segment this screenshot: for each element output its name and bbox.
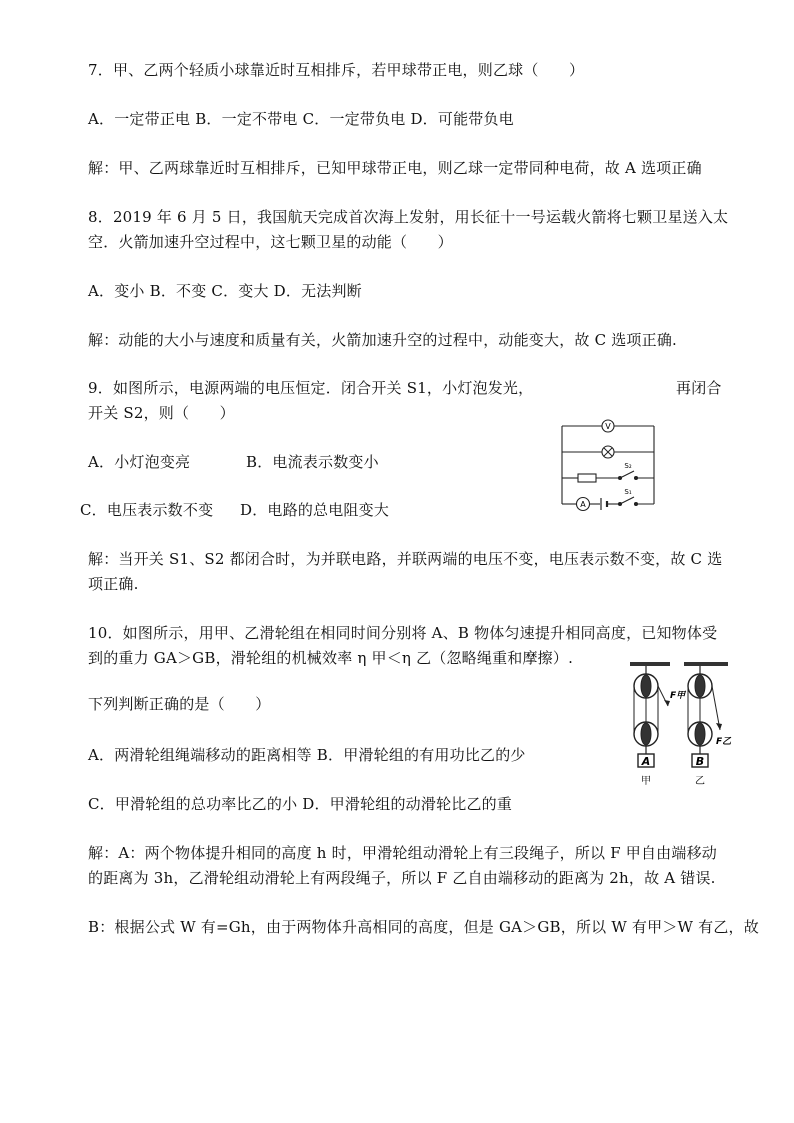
switch-s2-label: S₂ <box>624 462 632 470</box>
q9-answer-line1: 解：当开关 S1、S2 都闭合时，为并联电路，并联两端的电压不变，电压表示数不变，故 C 选 <box>88 550 723 568</box>
resistor-icon <box>578 474 596 482</box>
q7-options: A．一定带正电 B．一定不带电 C．一定带负电 D．可能带负电 <box>88 110 514 128</box>
q9-stem-line1a: 9．如图所示，电源两端的电压恒定．闭合开关 S1，小灯泡发光， <box>88 379 534 397</box>
q8-stem-line1: 8．2019 年 6 月 5 日，我国航天完成首次海上发射，用长征十一号运载火箭将七颗卫星送入太 <box>88 208 729 226</box>
q9-stem-line2: 开关 S2，则（ ） <box>88 404 235 422</box>
q8-answer: 解：动能的大小与速度和质量有关，火箭加速升空的过程中，动能变大，故 C 选项正确. <box>88 331 677 349</box>
q8-options: A．变小 B．不变 C．变大 D．无法判断 <box>88 282 362 300</box>
switch-s2-icon <box>619 471 638 480</box>
q10-answer-a-line2: 的距离为 3h，乙滑轮组动滑轮上有两段绳子，所以 F 乙自由端移动的距离为 2h，故 A 错误. <box>88 869 716 887</box>
q9-option-b: B．电流表示数变小 <box>246 453 379 471</box>
q9-option-c: C．电压表示数不变 <box>80 501 214 519</box>
q9-answer-line2: 项正确. <box>88 575 139 593</box>
q10-stem-line3: 下列判断正确的是（ ） <box>88 695 271 713</box>
pulley-diagram <box>624 660 740 790</box>
caption-yi: 乙 <box>695 776 705 787</box>
q10-options-line1: A．两滑轮组绳端移动的距离相等 B．甲滑轮组的有用功比乙的少 <box>88 746 526 764</box>
pulley-system-jia <box>634 666 668 754</box>
ammeter-label: A <box>580 500 586 509</box>
circuit-diagram <box>556 418 660 514</box>
q7-answer: 解：甲、乙两球靠近时互相排斥，已知甲球带正电，则乙球一定带同种电荷，故 A 选项正确 <box>88 159 702 177</box>
battery-icon <box>601 498 607 510</box>
q9-option-a: A．小灯泡变亮 <box>88 453 191 471</box>
switch-s1-label: S₁ <box>624 488 632 496</box>
voltmeter-label: V <box>605 422 611 431</box>
force-jia-label: F甲 <box>670 691 686 701</box>
q10-options-line2: C．甲滑轮组的总功率比乙的小 D．甲滑轮组的动滑轮比乙的重 <box>88 795 513 813</box>
q9-stem-line1b: 再闭合 <box>676 379 722 397</box>
q9-option-d: D．电路的总电阻变大 <box>240 501 390 519</box>
q10-stem-line1: 10．如图所示，用甲、乙滑轮组在相同时间分别将 A、B 物体匀速提升相同高度，已知物体受 <box>88 624 718 642</box>
switch-s1-icon <box>619 497 638 506</box>
q10-stem-line2: 到的重力 GA＞GB，滑轮组的机械效率 η 甲＜η 乙（忽略绳重和摩擦）. <box>88 649 574 667</box>
q10-answer-a-line1: 解：A：两个物体提升相同的高度 h 时，甲滑轮组动滑轮上有三段绳子，所以 F 甲自由端移动 <box>88 844 717 862</box>
q10-answer-b: B：根据公式 W 有=Gh，由于两物体升高相同的高度，但是 GA＞GB，所以 W 有甲＞W 有乙，故 <box>88 918 759 936</box>
q8-stem-line2: 空．火箭加速升空过程中，这七颗卫星的动能（ ） <box>88 233 453 251</box>
force-yi-label: F乙 <box>716 737 732 747</box>
caption-jia: 甲 <box>641 776 651 787</box>
q7-stem: 7．甲、乙两个轻质小球靠近时互相排斥，若甲球带正电，则乙球（ ） <box>88 61 585 79</box>
block-b-label: B <box>695 755 705 768</box>
block-a-label: A <box>641 755 651 768</box>
